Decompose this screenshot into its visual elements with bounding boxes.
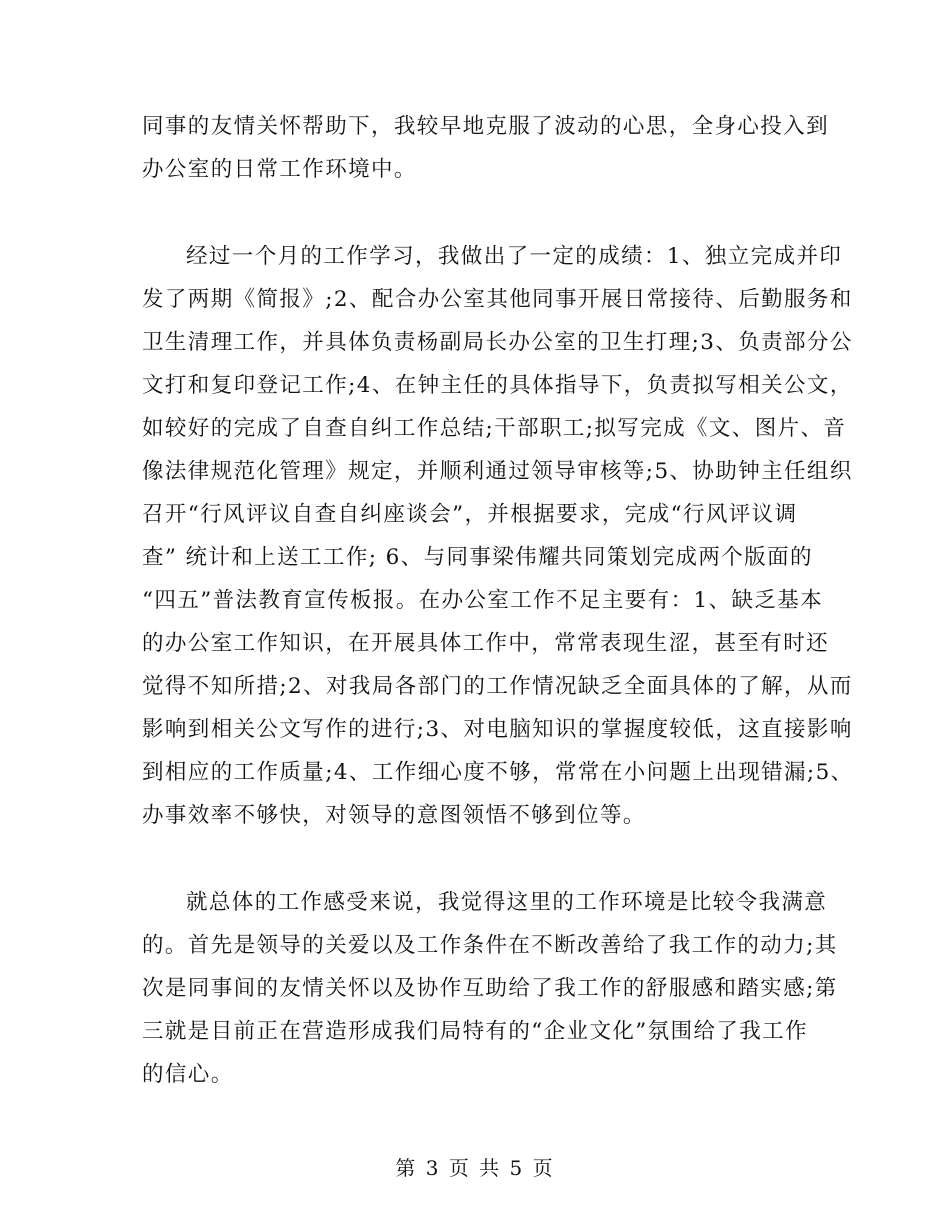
text-line: 办公室的日常工作环境中。 xyxy=(142,157,417,182)
text-line: 的。首先是领导的关爱以及工作条件在不断改善给了我工作的动力;其 xyxy=(142,933,838,958)
text-line: 查” 统计和上送工工作; 6、与同事梁伟耀共同策划完成两个版面的 xyxy=(142,545,813,570)
text-line: 像法律规范化管理》规定，并顺利通过领导审核等;5、协助钟主任组织 xyxy=(142,459,853,484)
page-number: 第 3 页 共 5 页 xyxy=(395,1156,555,1180)
text-line: “四五”普法教育宣传板报。在办公室工作不足主要有：1、缺乏基本 xyxy=(142,588,824,613)
text-line: 的信心。 xyxy=(142,1062,234,1087)
text-line: 影响到相关公文写作的进行;3、对电脑知识的掌握度较低，这直接影响 xyxy=(142,717,853,742)
text-line: 三就是目前正在营造形成我们局特有的“企业文化”氛围给了我工作 xyxy=(142,1019,808,1044)
text-line: 经过一个月的工作学习，我做出了一定的成绩：1、独立完成并印 xyxy=(186,244,843,269)
text-line: 次是同事间的友情关怀以及协作互助给了我工作的舒服感和踏实感;第 xyxy=(142,976,838,1001)
text-line: 觉得不知所措;2、对我局各部门的工作情况缺乏全面具体的了解，从而 xyxy=(142,674,853,699)
text-line: 发了两期《简报》;2、配合办公室其他同事开展日常接待、后勤服务和 xyxy=(142,287,853,312)
text-line: 办事效率不够快，对领导的意图领悟不够到位等。 xyxy=(142,803,646,828)
text-line: 卫生清理工作，并具体负责杨副局长办公室的卫生打理;3、负责部分公 xyxy=(142,330,853,355)
text-line: 如较好的完成了自查自纠工作总结;干部职工;拟写完成《文、图片、音 xyxy=(142,416,847,441)
text-line: 就总体的工作感受来说，我觉得这里的工作环境是比较令我满意 xyxy=(186,890,828,915)
text-line: 到相应的工作质量;4、工作细心度不够，常常在小问题上出现错漏;5、 xyxy=(142,760,854,785)
text-line: 文打和复印登记工作;4、在钟主任的具体指导下，负责拟写相关公文， xyxy=(142,373,853,398)
text-line: 召开“行风评议自查自纠座谈会”，并根据要求，完成“行风评议调 xyxy=(142,502,798,527)
text-line: 同事的友情关怀帮助下，我较早地克服了波动的心思，全身心投入到 xyxy=(142,114,830,139)
text-line: 的办公室工作知识，在开展具体工作中，常常表现生涩，甚至有时还 xyxy=(142,631,830,656)
